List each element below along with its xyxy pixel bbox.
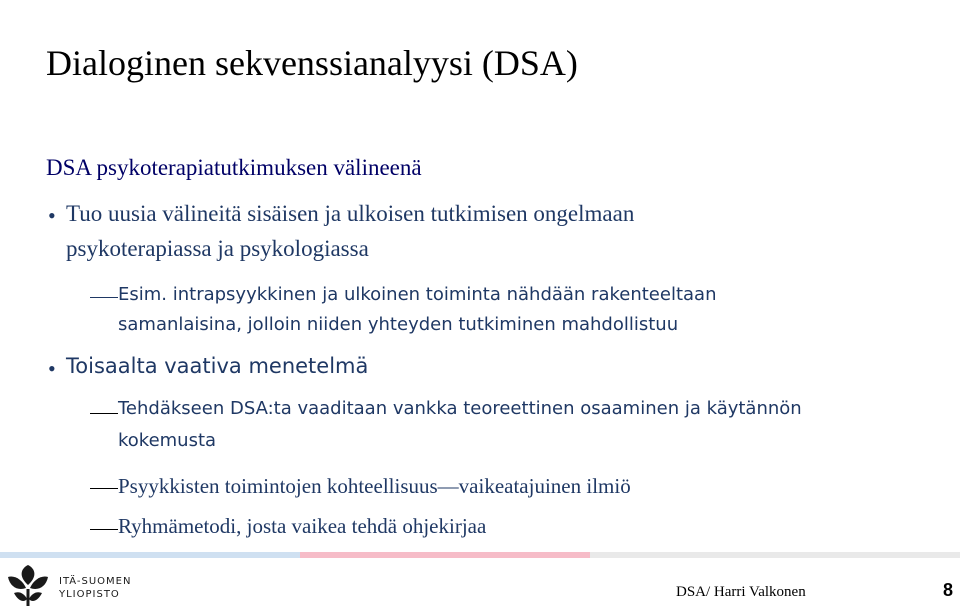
bullet-1-line-2: psykoterapiassa ja psykologiassa — [66, 236, 369, 261]
page-number: 8 — [943, 580, 954, 600]
bullet-1-line-1: Tuo uusia välineitä sisäisen ja ulkoisen tutkimisen ongelmaan — [66, 201, 635, 226]
band-segment-pink — [300, 552, 590, 558]
subitem-2-2-line-1: Psyykkisten toimintojen kohteellisuus—vaikeatajuinen ilmiö — [118, 474, 631, 498]
subitem-2-3-line-1: Ryhmämetodi, josta vaikea tehdä ohjekirjaa — [118, 514, 487, 538]
footer-band — [0, 552, 960, 558]
university-logo — [6, 563, 132, 612]
dash-icon — [90, 413, 118, 414]
dash-icon — [90, 297, 118, 298]
footer-label: DSA/ Harri Valkonen — [676, 584, 806, 600]
bullet-dot-icon: • — [48, 203, 56, 228]
band-segment-grey — [590, 552, 960, 558]
band-segment-blue — [0, 552, 300, 558]
bullet-2-line-1: Toisaalta vaativa menetelmä — [66, 354, 369, 378]
subitem-1-1-line-2: samanlaisina, jolloin niiden yhteyden tutkiminen mahdollistuu — [118, 314, 679, 335]
dash-icon — [90, 488, 118, 489]
subheading: DSA psykoterapiatutkimuksen välineenä — [46, 155, 422, 180]
dash-icon — [90, 529, 118, 530]
bullet-dot-icon: • — [48, 356, 56, 381]
logo-text-line-2: YLIOPISTO — [59, 589, 120, 600]
logo-text-line-1: ITÄ-SUOMEN — [59, 576, 132, 587]
subitem-2-1-line-1: Tehdäkseen DSA:ta vaaditaan vankka teoreettinen osaaminen ja käytännön — [118, 398, 802, 419]
subitem-2-1-line-2: kokemusta — [118, 430, 217, 451]
slide-title: Dialoginen sekvenssianalyysi (DSA) — [46, 43, 578, 83]
subitem-1-1-line-1: Esim. intrapsyykkinen ja ulkoinen toiminta nähdään rakenteeltaan — [118, 284, 717, 305]
leaf-logo-icon — [6, 563, 50, 607]
